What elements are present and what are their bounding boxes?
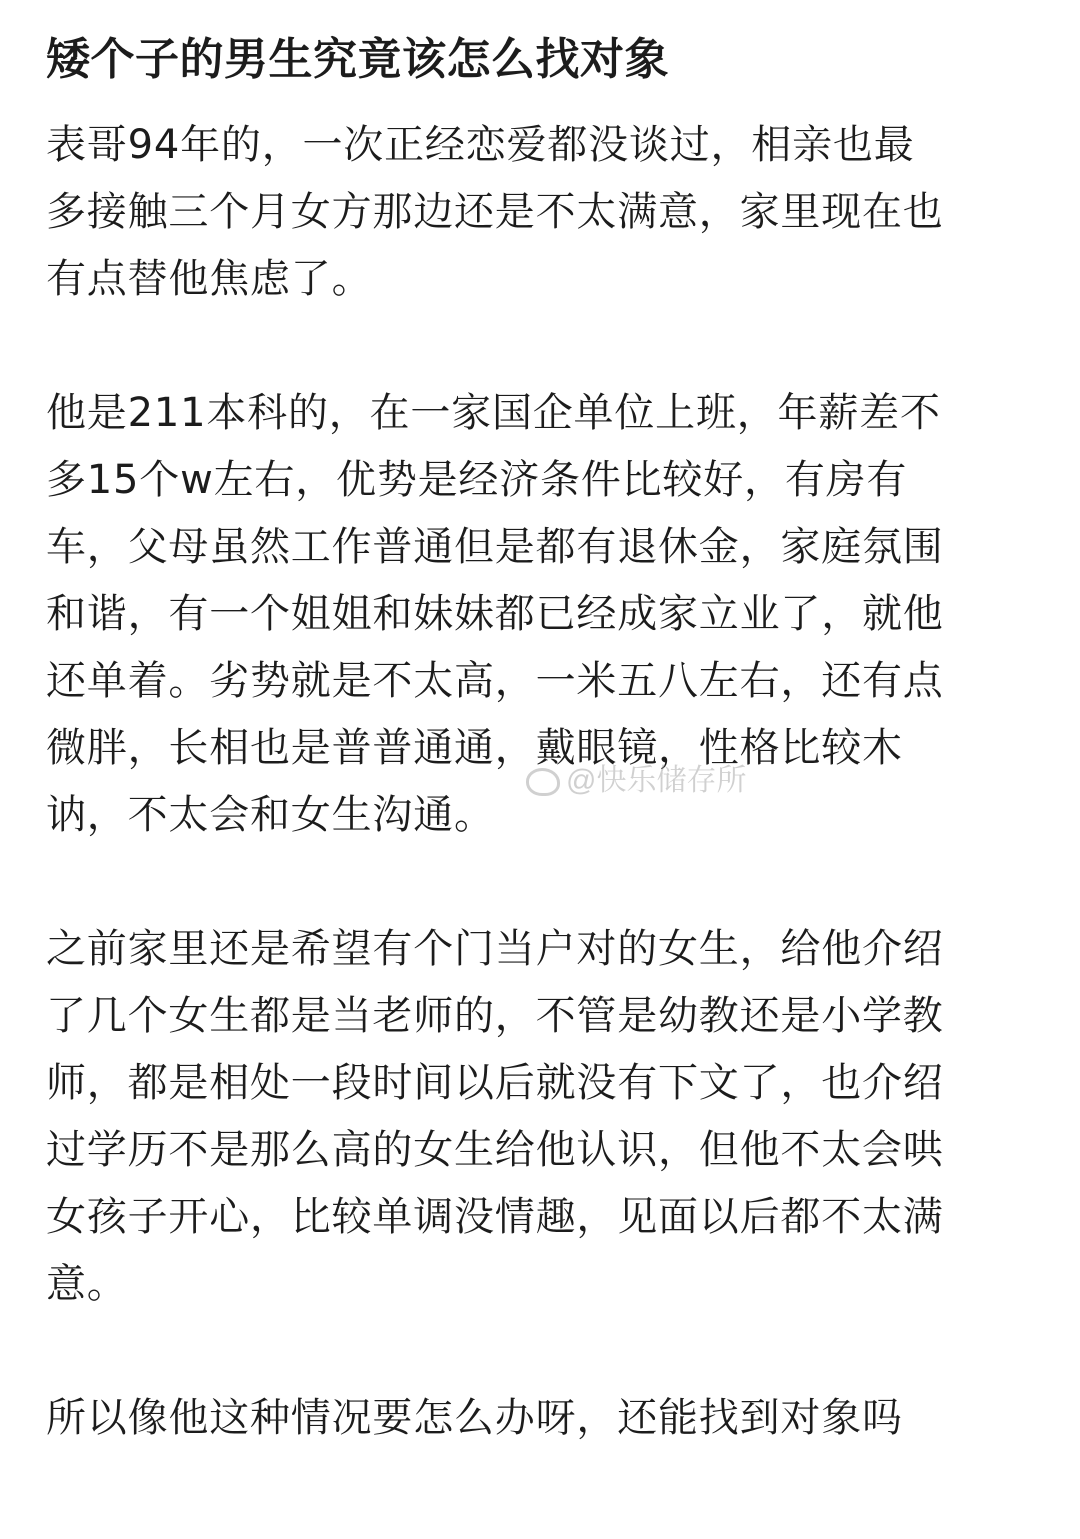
watermark xyxy=(526,755,746,799)
paragraph-1: 表哥94年的，一次正经恋爱都没谈过，相亲也最 多接触三个月女方那边还是不太满意，家里现在也 有点替他焦虑了。 xyxy=(46,122,944,302)
paragraph-3: 之前家里还是希望有个门当户对的女生，给他介绍 了几个女生都是当老师的，不管是幼教还是小学教 师，都是相处一段时间以后就没有下文了，也介绍 过学历不是那么高的女生给他认识，但他不太会哄 女孩子开心，比较单调没情趣，见面以后都不太满 意。 xyxy=(46,926,944,1307)
paragraph-2: 他是211本科的，在一家国企单位上班，年薪差不 多15个w左右，优势是经济条件比较好，有房有 车，父母虽然工作普通但是都有退休金，家庭氛围 和谐，有一个姐姐和妹妹都已经成家立业了，就他 还单着。劣势就是不太高，一米五八左右，还有点 微胖，长相也是普普通通，戴眼镜，性格比较木 讷，不太会和女生沟通。 xyxy=(46,390,944,838)
paragraph-4: 所以像他这种情况要怎么办呀，还能找到对象吗 xyxy=(46,1395,903,1441)
post-title: 矮个子的男生究竟该怎么找对象 xyxy=(46,34,669,85)
watermark-text: @快乐储存所 xyxy=(566,764,747,797)
weibo-icon xyxy=(526,768,560,796)
